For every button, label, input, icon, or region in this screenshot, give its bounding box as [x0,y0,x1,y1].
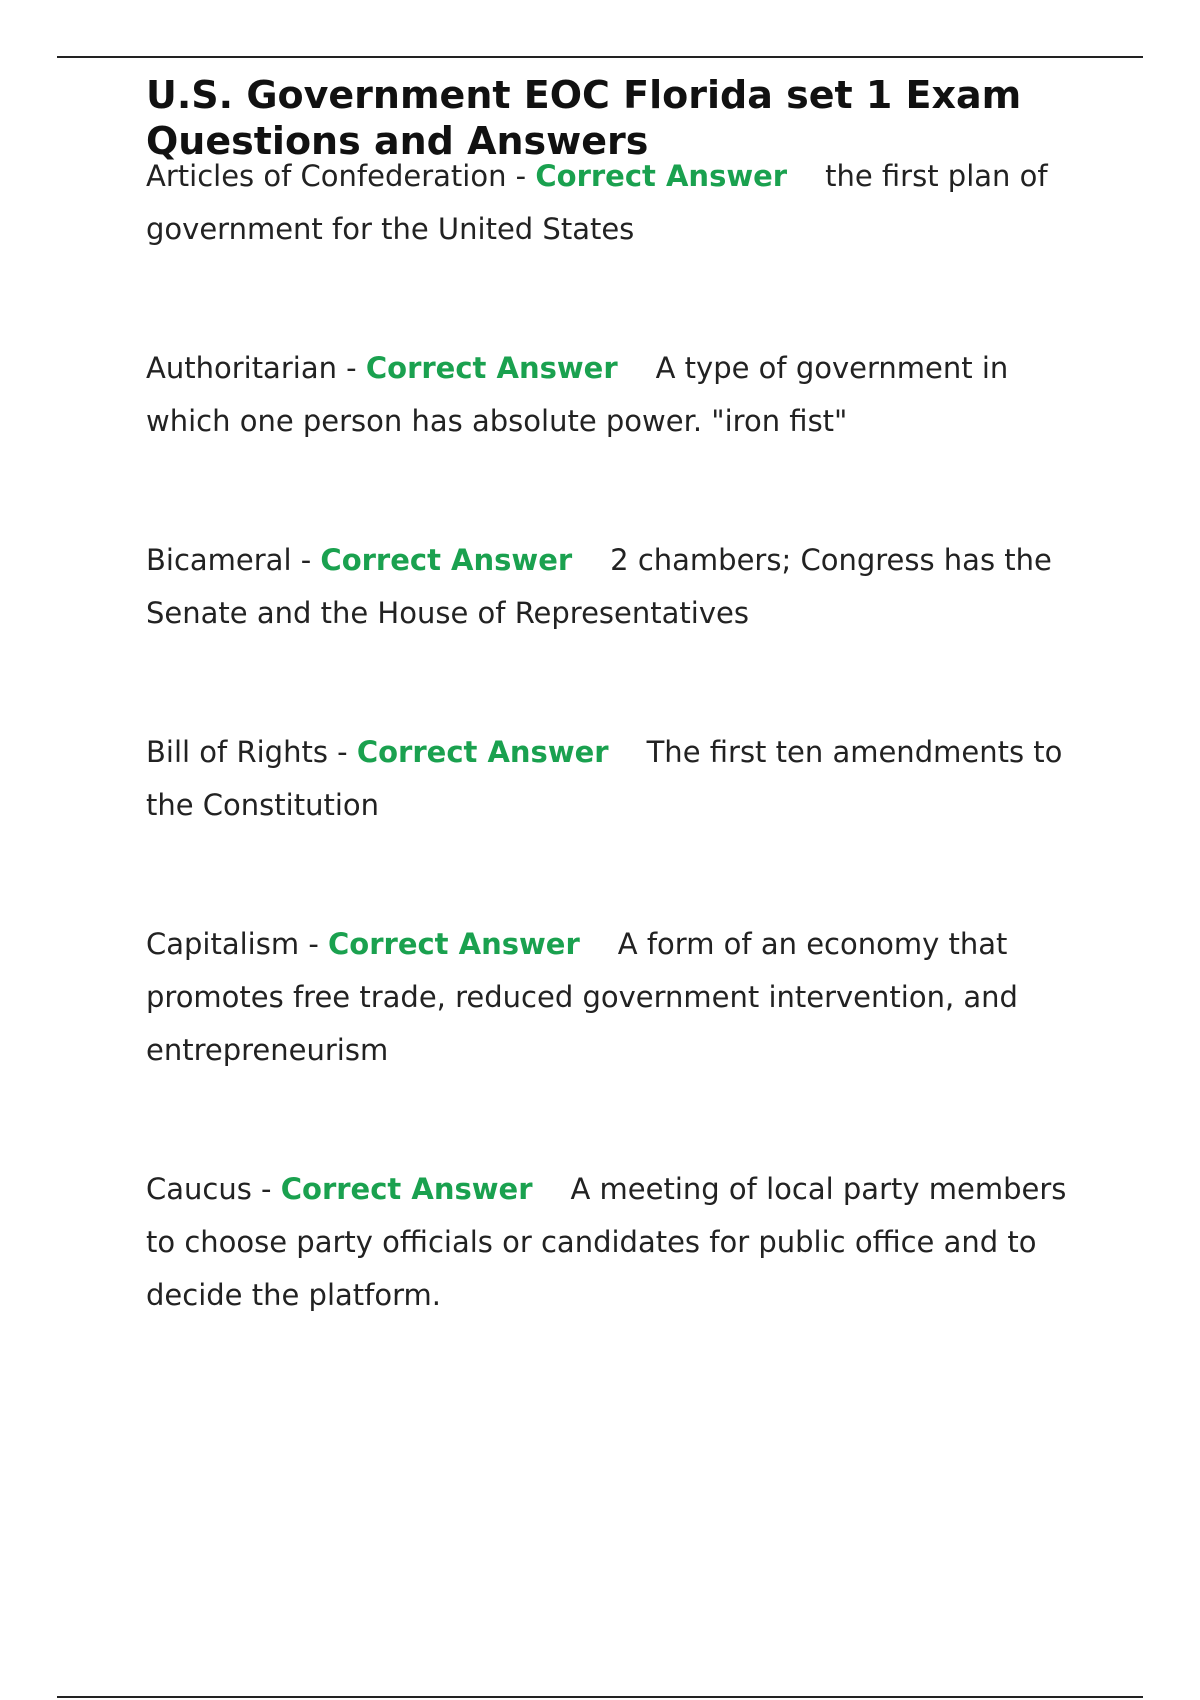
entry-term: Articles of Confederation [146,159,507,193]
entry-term: Caucus [146,1172,252,1206]
correct-answer-label: Correct Answer [535,159,788,193]
entry-definition: the first plan of government for the United States [146,159,1048,246]
qa-entry [146,342,1086,448]
entry-term: Capitalism [146,927,300,961]
bottom-divider [57,1696,1143,1698]
entry-term: Bill of Rights [146,735,328,769]
entry-separator: - [299,927,329,961]
qa-entry [146,534,1086,640]
entry-term: Bicameral [146,543,292,577]
entry-separator: - [506,159,536,193]
correct-answer-label: Correct Answer [365,351,618,385]
qa-entry [146,918,1086,1077]
correct-answer-label: Correct Answer [328,927,580,961]
entry-separator: - [336,351,366,385]
document-title: U.S. Government EOC Florida set 1 Exam Questions and Answers [146,73,1022,163]
document-body [146,72,1086,1408]
qa-entry [146,150,1086,256]
correct-answer-label: Correct Answer [356,735,609,769]
entry-separator: - [291,543,321,577]
correct-answer-label: Correct Answer [320,543,573,577]
entry-separator: - [327,735,357,769]
entry-definition: The first ten amendments to the Constitution [146,735,1063,822]
entry-separator: - [251,1172,281,1206]
top-divider [57,56,1143,58]
entry-definition: A meeting of local party members to choose party officials or candidates for public office and to decide the platform. [146,1172,1067,1312]
qa-list [146,150,1086,1322]
entry-definition: A form of an economy that promotes free trade, reduced government intervention, and entrepreneurism [146,927,1018,1067]
qa-entry [146,1163,1086,1322]
correct-answer-label: Correct Answer [280,1172,533,1206]
qa-entry [146,726,1086,832]
entry-definition: A type of government in which one person has absolute power. "iron fist" [146,351,1009,438]
entry-definition: 2 chambers; Congress has the Senate and the House of Representatives [146,543,1052,630]
entry-term: Authoritarian [146,351,337,385]
